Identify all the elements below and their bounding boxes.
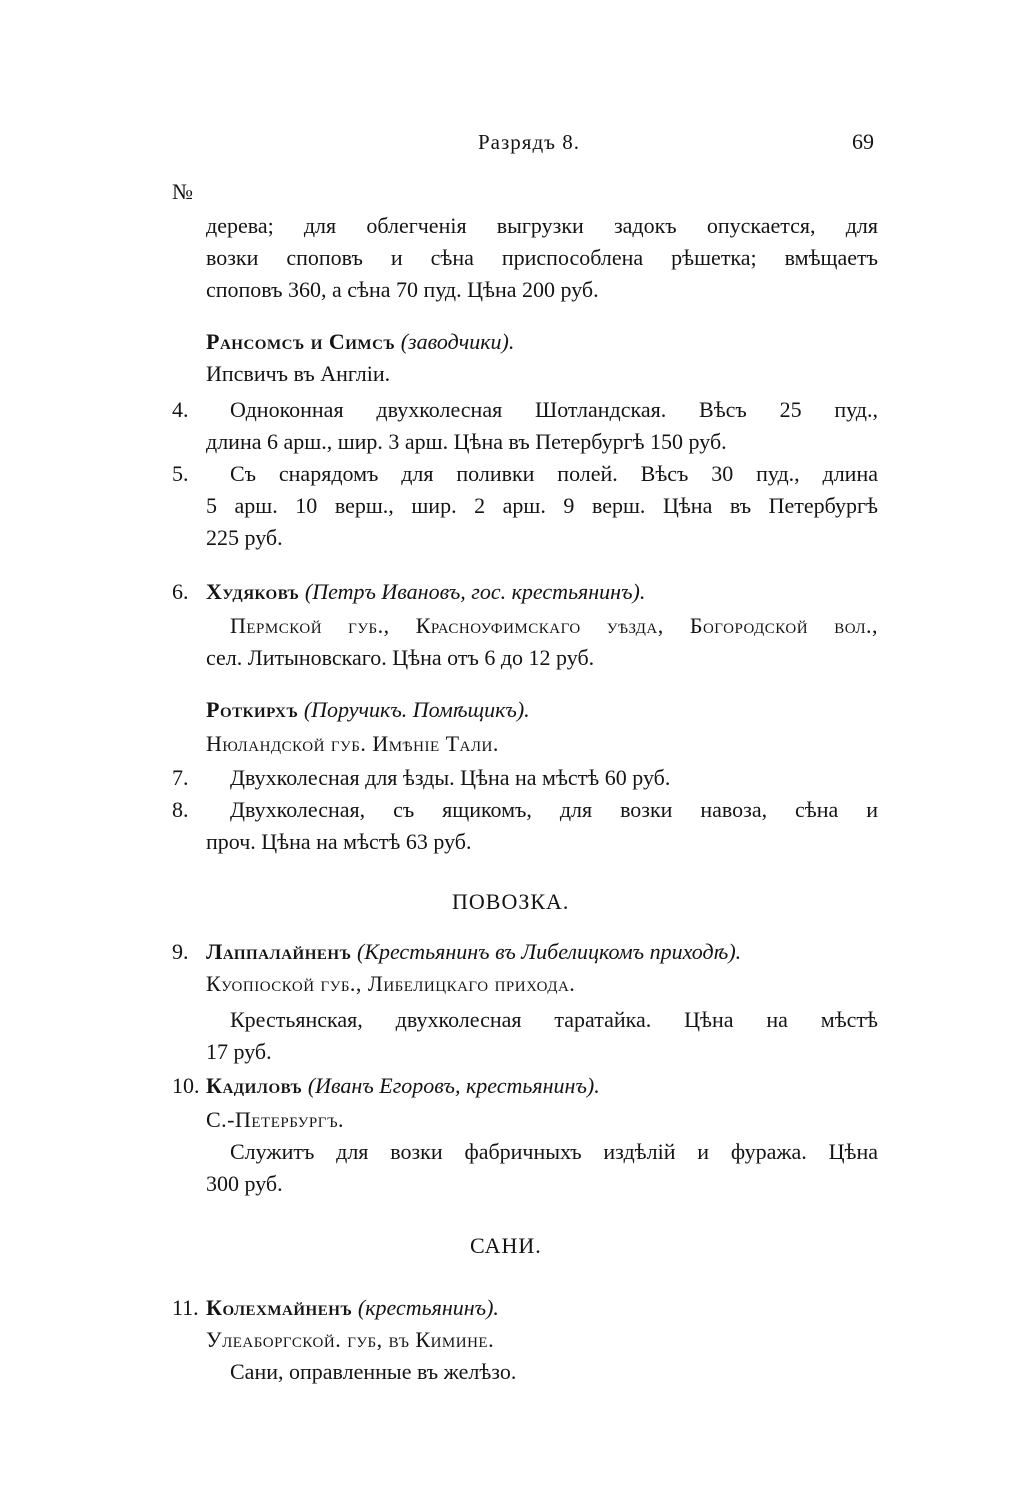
exhibitor-name: Колехмайненъ — [206, 1295, 353, 1320]
section-heading-sani: САНИ. — [470, 1233, 542, 1258]
entry-number: 8. — [172, 797, 189, 822]
entry-8-line-2: проч. Цѣна на мѣстѣ 63 руб. — [206, 829, 472, 854]
entry-10-line-1: Служитъ для возки фабричныхъ издѣлій и фуража. Цѣна — [230, 1139, 878, 1164]
entry-4-line-2: длина 6 арш., шир. 3 арш. Цѣна въ Петербургѣ 150 руб. — [206, 429, 727, 454]
entry-7-text: Двухколесная для ѣзды. Цѣна на мѣстѣ 60 руб. — [230, 765, 671, 790]
running-title: Разрядъ 8. — [478, 130, 580, 154]
exhibitor-place: Куопіоской губ., Либелицкаго прихода. — [206, 971, 576, 996]
entry-10-line-2: 300 руб. — [206, 1171, 283, 1196]
exhibitor-desc: (заводчики). — [400, 329, 515, 354]
exhibitor-khudyakov — [206, 576, 645, 608]
exhibitor-desc: (Крестьянинъ въ Либелицкомъ приходѣ). — [357, 939, 742, 964]
exhibitor-kadilov — [206, 1070, 600, 1102]
exhibitor-name: Рансомсъ и Симсъ — [206, 329, 396, 354]
entry-number: 10. — [172, 1073, 200, 1098]
entry-9-line-2: 17 руб. — [206, 1039, 272, 1064]
entry-5-line-2: 5 арш. 10 верш., шир. 2 арш. 9 верш. Цѣна въ Петербургѣ — [206, 493, 878, 518]
exhibitor-name: Лаппалайненъ — [206, 939, 352, 964]
entry-11-line-1: Сани, оправленные въ желѣзо. — [230, 1359, 517, 1384]
continuation-line-1: дерева; для облегченія выгрузки задокъ опускается, для — [206, 213, 878, 238]
entry-8-line-1: Двухколесная, съ ящикомъ, для возки навоза, сѣна и — [230, 797, 878, 822]
exhibitor-desc: (крестьянинъ). — [357, 1295, 499, 1320]
entry-5-line-3: 225 руб. — [206, 525, 283, 550]
number-sign: № — [172, 179, 193, 204]
entry-6-line-1: Пермской губ., Красноуфимскаго уѣзда, Богородской вол., — [230, 613, 878, 638]
exhibitor-place: Ипсвичъ въ Англіи. — [206, 361, 391, 386]
continuation-line-3: споповъ 360, а сѣна 70 пуд. Цѣна 200 руб. — [206, 277, 599, 302]
entry-number: 7. — [172, 765, 189, 790]
entry-number: 9. — [172, 939, 189, 964]
entry-number: 5. — [172, 461, 189, 486]
entry-number: 6. — [172, 579, 189, 604]
exhibitor-kolehmainen — [206, 1292, 499, 1324]
continuation-line-2: возки споповъ и сѣна приспособлена рѣшетка; вмѣщаетъ — [206, 245, 878, 270]
exhibitor-ransoms — [206, 326, 514, 358]
entry-5-line-1: Съ снарядомъ для поливки полей. Вѣсъ 30 пуд., длина — [230, 461, 878, 486]
exhibitor-desc: (Иванъ Егоровъ, крестьянинъ). — [307, 1073, 600, 1098]
exhibitor-desc: (Поручикъ. Помѣщикъ). — [303, 697, 530, 722]
entry-6-line-2: сел. Литыновскаго. Цѣна отъ 6 до 12 руб. — [206, 645, 595, 670]
exhibitor-lappalainen — [206, 936, 741, 968]
entry-number: 4. — [172, 397, 189, 422]
exhibitor-place: Улеаборгской. губ, въ Кимине. — [206, 1327, 495, 1352]
entry-number: 11. — [172, 1295, 199, 1320]
exhibitor-place: С.-Петербургъ. — [206, 1107, 345, 1132]
exhibitor-desc: (Петръ Ивановъ, гос. крестьянинъ). — [304, 579, 646, 604]
section-heading-povozka: ПОВОЗКА. — [452, 889, 570, 914]
entry-9-line-1: Крестьянская, двухколесная таратайка. Цѣна на мѣстѣ — [230, 1007, 878, 1032]
exhibitor-name: Худяковъ — [206, 579, 300, 604]
exhibitor-rotkirh — [206, 694, 530, 726]
entry-4-line-1: Одноконная двухколесная Шотландская. Вѣсъ 25 пуд., — [230, 397, 878, 422]
page-number: 69 — [852, 129, 874, 154]
exhibitor-name: Роткирхъ — [206, 697, 299, 722]
exhibitor-place: Нюландской губ. Имѣніе Тали. — [206, 731, 499, 756]
exhibitor-name: Кадиловъ — [206, 1073, 303, 1098]
